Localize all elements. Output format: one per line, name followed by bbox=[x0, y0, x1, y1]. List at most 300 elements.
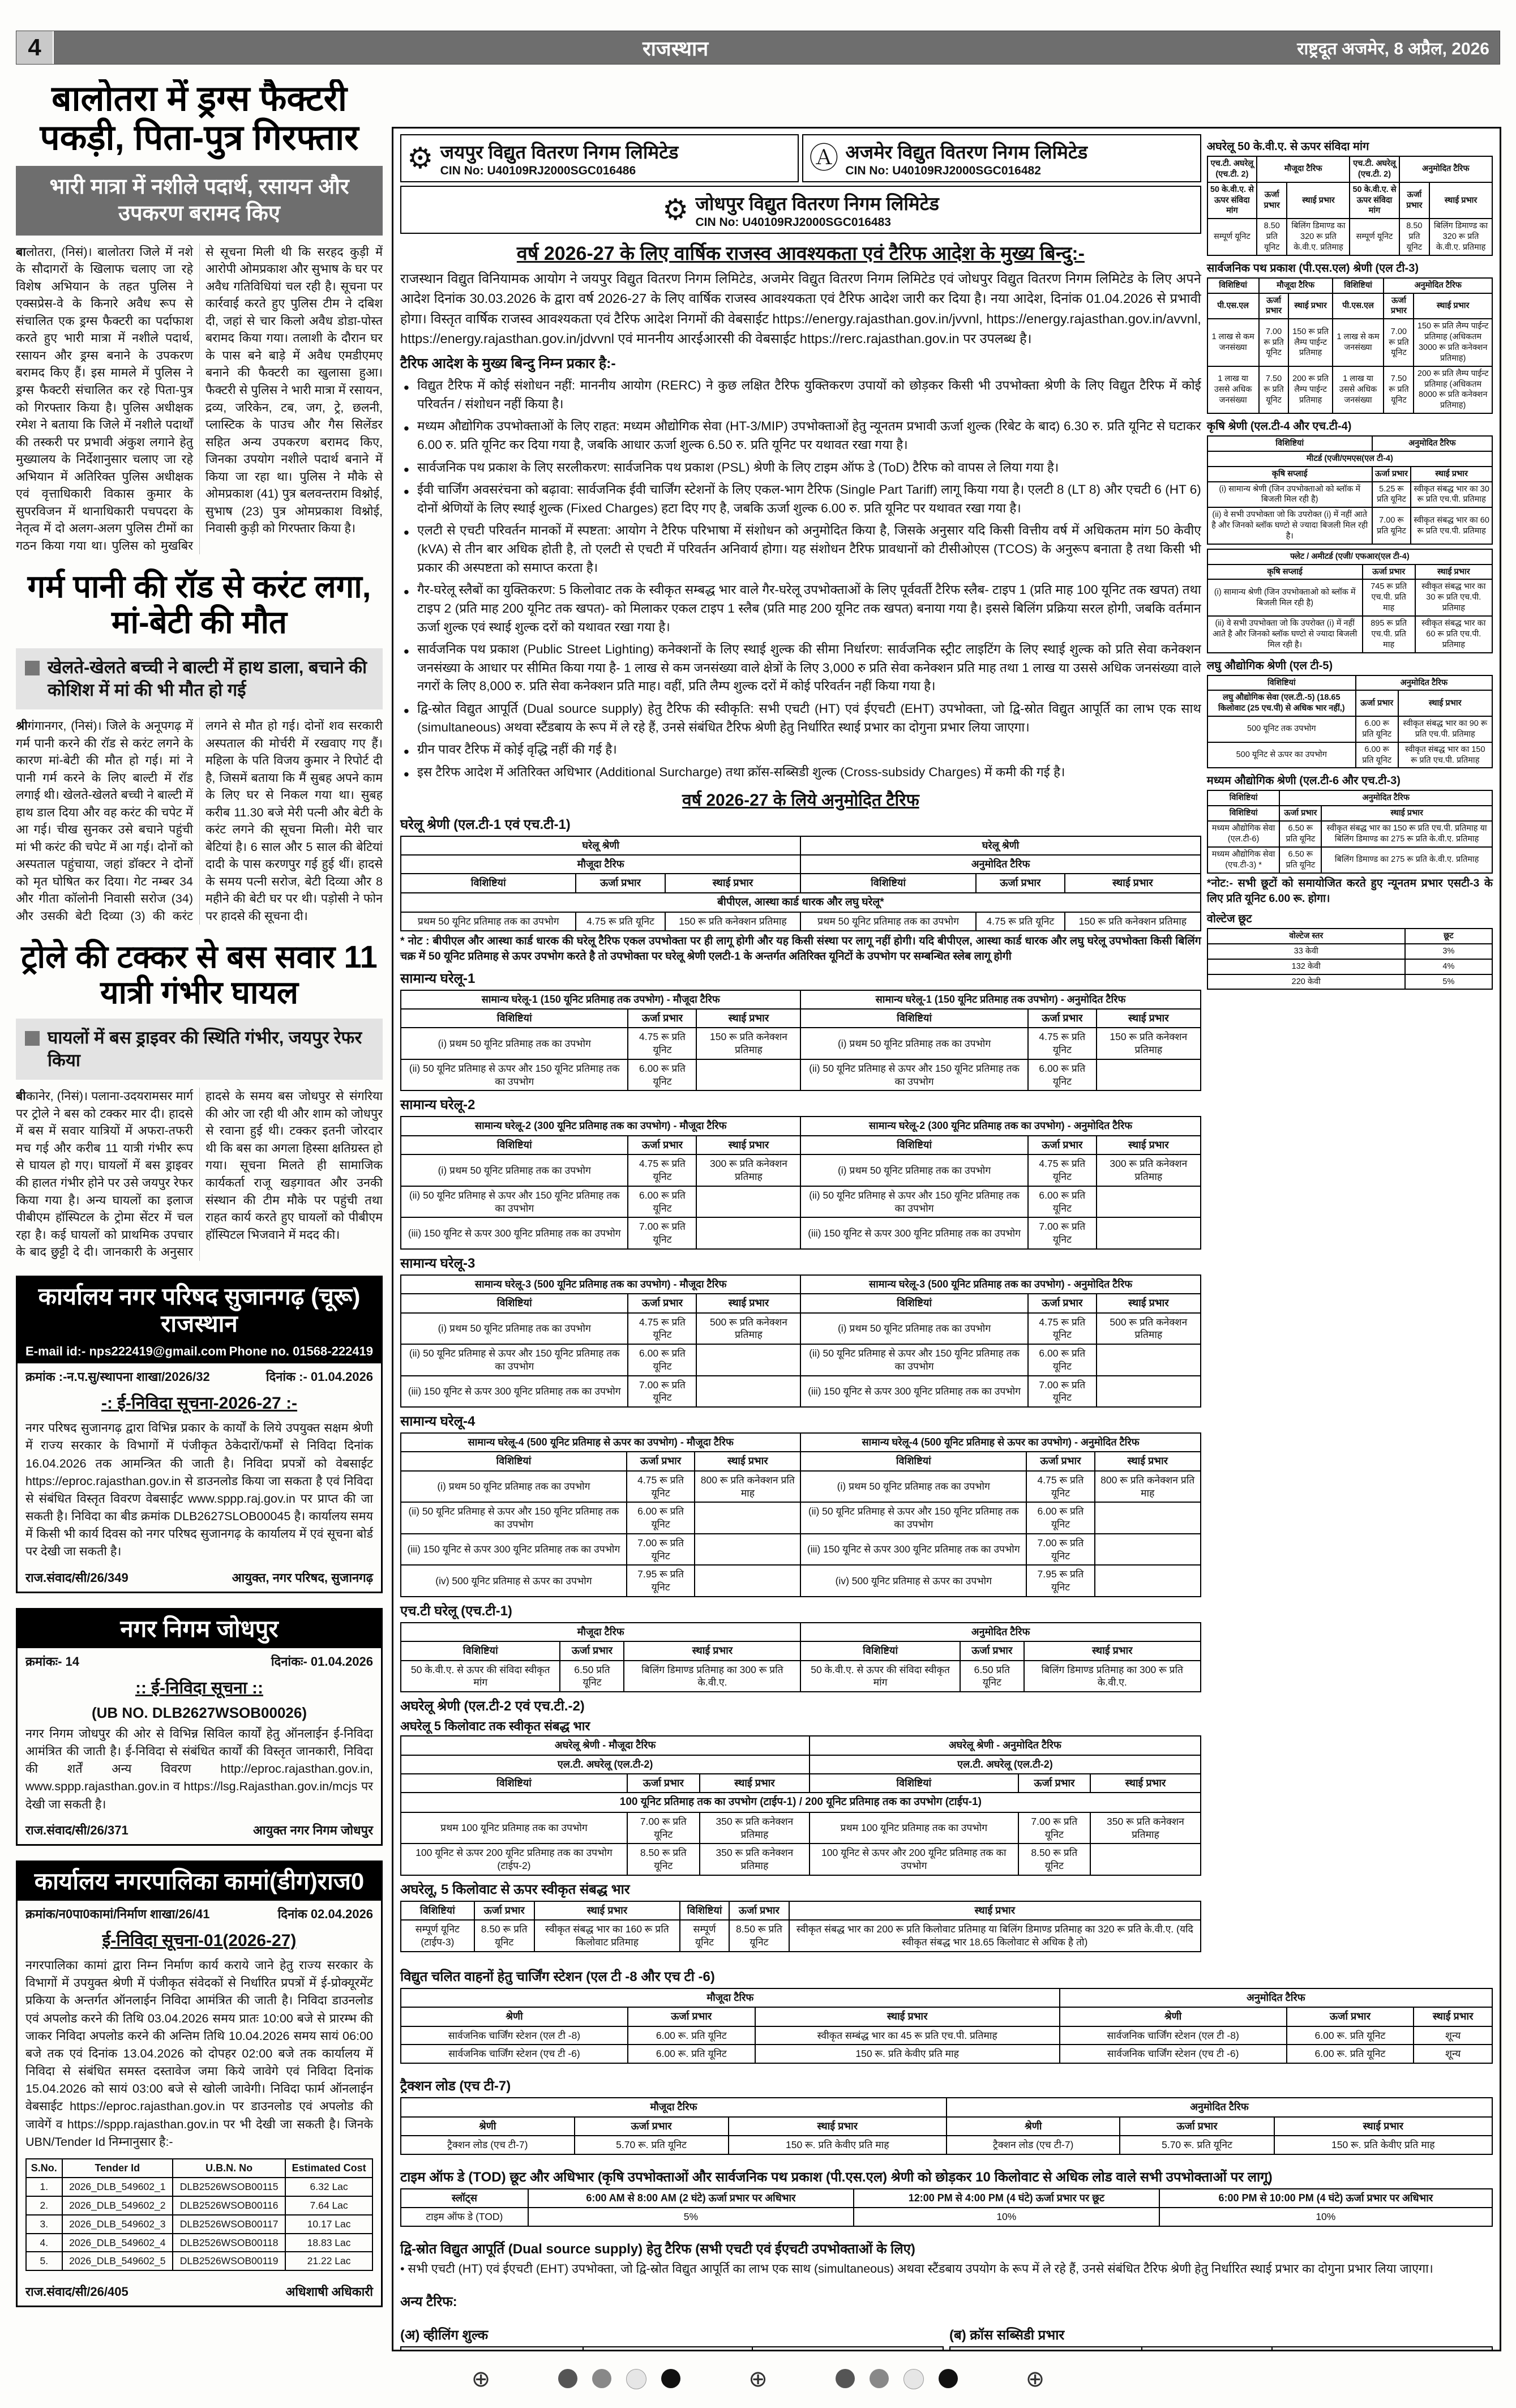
table-header-cell: सामान्य घरेलू-3 (500 यूनिट प्रतिमाह तक का उपभोग) - मौजूदा टैरिफ bbox=[401, 1275, 800, 1294]
table-header-cell: ऊर्जा प्रभार bbox=[627, 1452, 695, 1470]
list-item: • ग्रीन पावर टैरिफ में कोई वृद्धि नहीं की गई है। bbox=[400, 741, 1201, 759]
list-item: • इस टैरिफ आदेश में अतिरिक्त अधिभार (Additional Surcharge) तथा क्रॉस-सब्सिडी शुल्क (Cross-subsidy Charges) में कमी की गई है। bbox=[400, 763, 1201, 782]
table-cell: सम्पूर्ण यूनिट bbox=[1350, 219, 1399, 255]
table-header-cell: विशिष्टियां bbox=[680, 1901, 729, 1920]
table-header-cell: स्थाई प्रभार bbox=[1398, 690, 1492, 716]
table-cell: स्वीकृत संबद्ध भार का 150 रू प्रति एच.पी. प्रतिमाह या बिलिंग डिमाण्ड का 275 रू प्रति के.वी.ए. प्रतिमाह bbox=[1321, 821, 1492, 847]
table-header-cell: स्थाई प्रभार bbox=[1065, 874, 1201, 892]
table-header-cell: विशिष्टियां bbox=[1207, 675, 1356, 691]
table-header-cell: 12:00 PM से 4:00 PM (4 घंटे) ऊर्जा प्रभार पर छूट bbox=[854, 2189, 1159, 2208]
ad-bottom-tables bbox=[400, 1961, 1493, 2351]
tariff-block bbox=[400, 2237, 1493, 2279]
dot-icon bbox=[661, 2369, 680, 2388]
table-cell: 6.00 रू प्रति यूनिट bbox=[628, 1059, 696, 1091]
table-header-cell: विशिष्टियां bbox=[800, 1294, 1027, 1312]
table-header-cell: लघु औद्योगिक सेवा (एल.टी.-5) (18.65 किलोवाट (25 एच.पी) से अधिक भार नहीं,) bbox=[1207, 690, 1356, 716]
list-item: • गैर-घरेलू स्लैबों का युक्तिकरण: 5 किलोवाट तक के स्वीकृत सम्बद्ध भार वाले गैर-घरेलू उपभोक्ताओं के लिए पूर्ववर्ती टैरिफ स्लैब- टाइप 1 (प्रति माह 100 यूनिट तक खपत) तथा टाइप 2 (प्रति माह 200 यूनिट तक खपत)- को मिलाकर एकल टाइप 1 स्लैब (प्रति माह 200 यूनिट तक खपत) बनाया गया है। इससे बिलिंग प्रक्रिया सरल होगी, जबकि वर्तमान ऊर्जा शुल्क एवं स्थाई शुल्क दरों को यथावत रखा गया है। bbox=[400, 581, 1201, 636]
table-header-cell: अनुमोदित टैरिफ bbox=[1399, 156, 1492, 182]
tariff-block bbox=[1207, 910, 1493, 990]
crosshair-icon: ⊕ bbox=[471, 2367, 491, 2392]
table-cell: स्वीकृत संबद्ध भार का 160 रू प्रति किलोवाट प्रतिमाह bbox=[534, 1920, 680, 1952]
table-cell: 500 रू प्रति कनेक्शन प्रतिमाह bbox=[696, 1313, 800, 1345]
list-item: • एलटी से एचटी परिवर्तन मानकों में स्पष्टता: आयोग ने टैरिफ परिभाषा में संशोधन को अनुमोदित किया है, जिसके अनुसार यदि किसी वित्तीय वर्ष में अधिकतम मांग 50 केवीए (kVA) से तीन बार अधिक होती है, तो एलटी से एचटी में परिवर्तन अनिवार्य होगा। यह संशोधन टैरिफ प्रावधानों को टीसीओएस (TCOS) के अनुरूप बनाता है तथा किसी भी प्रकार की अस्पष्टता को समाप्त करता है। bbox=[400, 521, 1201, 577]
page-number: 4 bbox=[16, 31, 54, 64]
table-header-cell: अनुमोदित टैरिफ bbox=[1060, 1988, 1492, 2007]
ad-left-column bbox=[400, 134, 1201, 1956]
table-cell: 6.50 प्रति यूनिट bbox=[560, 1661, 624, 1692]
table-header-cell: ऊर्जा प्रभार bbox=[628, 1294, 696, 1312]
tariff-block bbox=[400, 1601, 1201, 1692]
table-cell: 1 लाख से कम जनसंख्या bbox=[1207, 319, 1259, 366]
tariff-table bbox=[400, 1622, 1201, 1692]
table-header-cell: स्थाई प्रभार bbox=[1097, 1009, 1201, 1028]
table-cell: 8.50 रू प्रति यूनिट bbox=[1018, 1844, 1091, 1875]
table-cell: 200 रू प्रति लैम्प पाईन्ट प्रतिमाह bbox=[1288, 366, 1332, 413]
table-cell: 6.00 रू प्रति यूनिट bbox=[1356, 742, 1398, 768]
table-cell: 150 रू. प्रति केवीए प्रति माह bbox=[729, 2136, 947, 2154]
table-cell: 6.00 रू. प्रति यूनिट bbox=[1287, 2045, 1414, 2063]
table-cell: 7.50 रू प्रति यूनिट bbox=[1259, 366, 1289, 413]
table-cell: 6.00 रू. प्रति यूनिट bbox=[628, 2026, 755, 2045]
table-cell: 4.75 रू प्रति यूनिट bbox=[628, 1154, 696, 1186]
table-cell: 4.75 रू प्रति यूनिट bbox=[628, 1028, 696, 1059]
notice-phone: Phone no. 01568-222419 bbox=[229, 1344, 373, 1359]
table-header-cell: स्थाई प्रभार bbox=[755, 2007, 1060, 2026]
table-cell: 8.50 रू प्रति यूनिट bbox=[729, 1920, 789, 1952]
company-name: जयपुर विद्युत वितरण निगम लिमिटेड bbox=[440, 142, 679, 162]
block-heading: कृषि श्रेणी (एल.टी-4 और एच.टी-4) bbox=[1206, 420, 1352, 433]
notice-code: राज.संवाद/सी/26/349 bbox=[25, 1570, 129, 1585]
table-cell: 300 रू प्रति कनेक्शन प्रतिमाह bbox=[696, 1154, 800, 1186]
table-cell bbox=[1097, 1217, 1201, 1249]
table-cell: बिलिंग डिमाण्ड प्रतिमाह का 300 रू प्रति के.वी.ए. bbox=[624, 1661, 800, 1692]
highlight-text: घायलों में बस ड्राइवर की स्थिति गंभीर, जयपुर रेफर किया bbox=[48, 1027, 362, 1071]
table-cell: (i) प्रथम 50 यूनिट प्रतिमाह तक का उपभोग bbox=[800, 1313, 1027, 1345]
article-headline: बालोतरा में ड्रग्स फैक्टरी पकड़ी, पिता-पुत्र गिरफ्तार bbox=[40, 79, 359, 158]
dot-icon bbox=[939, 2369, 958, 2388]
table-header-cell: ऊर्जा प्रभार bbox=[628, 1136, 696, 1154]
table-cell: (iii) 150 यूनिट से ऊपर 300 यूनिट प्रतिमाह तक का उपभोग bbox=[401, 1217, 628, 1249]
table-cell: DLB2526WSOB00115 bbox=[173, 2178, 285, 2196]
tariff-table bbox=[1207, 549, 1493, 653]
table-cell: 33 केवी bbox=[1207, 944, 1405, 959]
tariff-table bbox=[400, 836, 1201, 932]
table-header-cell bbox=[583, 2347, 753, 2351]
list-item: • मध्यम औद्योगिक उपभोक्ताओं के लिए राहत: मध्यम औद्योगिक सेवा (HT-3/MIP) उपभोक्ताओं हेतु न्यूनतम प्रभावी ऊर्जा शुल्क (रिबेट के बाद) 6.30 रु. प्रति यूनिट से घटाकर 6.00 रु. प्रति यूनिट कर दिया गया है, जबकि आधार ऊर्जा शुल्क 6.50 रु. प्रति यूनिट पर यथावत रखा गया है। bbox=[400, 417, 1201, 454]
table-cell bbox=[1095, 1565, 1201, 1597]
table-cell: 6.00 रू प्रति यूनिट bbox=[1028, 1186, 1097, 1218]
table-cell: 200 रू प्रति लैम्प पाईन्ट प्रतिमाह (अधिकतम 8000 रू प्रति कनेक्शन प्रतिमाह) bbox=[1414, 366, 1492, 413]
table-cell: 7.00 रू प्रति यूनिट bbox=[627, 1534, 695, 1566]
table-header-cell: स्थाई प्रभार bbox=[789, 1901, 1201, 1920]
table-header-cell: स्थाई प्रभार bbox=[695, 1452, 800, 1470]
table-header-cell: विशिष्टियां bbox=[401, 874, 576, 892]
tariff-block bbox=[1207, 549, 1493, 653]
tariff-block bbox=[400, 1254, 1201, 1408]
table-header-cell: स्थाई प्रभार bbox=[624, 1641, 800, 1660]
table-header-cell: विशिष्टियां bbox=[800, 1452, 1026, 1470]
table-header-cell: विशिष्टियां bbox=[800, 1009, 1027, 1028]
table-header-cell: अघरेलू श्रेणी - अनुमोदित टैरिफ bbox=[810, 1736, 1201, 1755]
table-cell: 4.75 रू प्रति यूनिट bbox=[576, 912, 665, 931]
list-item: • विद्युत टैरिफ में कोई संशोधन नहीं: माननीय आयोग (RERC) ने कुछ लक्षित टैरिफ युक्तिकरण उपायों को छोड़कर किसी भी उपभोक्ता श्रेणी के लिए विद्युत टैरिफ में कोई परिवर्तन / संशोधन नहीं किया है। bbox=[400, 377, 1201, 413]
table-header-cell: कृषि सप्लाई bbox=[1207, 564, 1363, 580]
table-cell: 6.00 रू प्रति यूनिट bbox=[1356, 716, 1398, 742]
table-header-cell: विशिष्टियां bbox=[1207, 436, 1372, 451]
block-heading: लघु औद्योगिक श्रेणी (एल टी-5) bbox=[1206, 659, 1333, 672]
table-header-cell: विशिष्टियां bbox=[401, 1452, 627, 1470]
tender-table-wrap bbox=[25, 2154, 373, 2275]
table-cell: प्रथम 100 यूनिट प्रतिमाह तक का उपभोग bbox=[401, 1812, 627, 1844]
table-header-cell: स्थाई प्रभार bbox=[665, 874, 801, 892]
table-header-cell: सामान्य घरेलू-2 (300 यूनिट प्रतिमाह तक का उपभोग) - अनुमोदित टैरिफ bbox=[800, 1117, 1200, 1135]
notice-code: राज.संवाद/सी/26/371 bbox=[25, 1823, 129, 1837]
table-cell: 2026_DLB_549602_2 bbox=[62, 2196, 173, 2215]
table-cell: स्वीकृत संबद्ध भार का 200 रू प्रति किलोवाट प्रतिमाह या बिलिंग डिमाण्ड प्रतिमाह का 320 रू प्रति के.वी.ए. (यदि स्वीकृत संबद्ध भार 18.65 किलोवाट से अधिक है तो) bbox=[789, 1920, 1201, 1952]
notice-meta bbox=[25, 1905, 373, 1922]
table-cell bbox=[696, 1059, 800, 1091]
table-cell: 7.00 रू प्रति यूनिट bbox=[628, 1217, 696, 1249]
table-cell: 7.00 रू प्रति यूनिट bbox=[1028, 1376, 1097, 1408]
tariff-block bbox=[1207, 260, 1493, 414]
table-cell: DLB2526WSOB00116 bbox=[173, 2196, 285, 2215]
notice-ref-number: क्रमांक :-न.प.सु/स्थापना शाखा/2026/32 bbox=[25, 1370, 210, 1384]
block-heading: घरेलू श्रेणी (एल.टी-1 एवं एच.टी-1) bbox=[400, 816, 571, 832]
table-cell: 500 रू प्रति कनेक्शन प्रतिमाह bbox=[1097, 1313, 1201, 1345]
tariff-table bbox=[400, 1901, 1201, 1952]
table-header-cell bbox=[752, 2347, 943, 2351]
company-cin: CIN No: U40109RJ2000SGC016482 bbox=[845, 164, 1041, 177]
table-cell: शून्य bbox=[1414, 2026, 1492, 2045]
table-header-cell: एच.टी. अघरेलू (एच.टी. 2) bbox=[1350, 156, 1399, 182]
table-cell: (i) प्रथम 50 यूनिट प्रतिमाह तक का उपभोग bbox=[401, 1313, 628, 1345]
tariff-block bbox=[400, 1412, 1201, 1597]
color-dots bbox=[836, 2369, 958, 2389]
table-header-cell: ऊर्जा प्रभार bbox=[1028, 1009, 1097, 1028]
table-cell: 4. bbox=[26, 2234, 62, 2252]
table-cell: 150 रू. प्रति केवीए प्रति माह bbox=[755, 2045, 1060, 2063]
table-cell: 50 के.वी.ए. से ऊपर की संविदा स्वीकृत मांग bbox=[401, 1661, 560, 1692]
table-cell: (ii) 50 यूनिट प्रतिमाह से ऊपर और 150 यूनिट प्रतिमाह तक का उपभोग bbox=[800, 1344, 1027, 1376]
table-cell: 7.00 रू प्रति यूनिट bbox=[628, 1376, 696, 1408]
table-header-cell: अघरेलू श्रेणी - मौजूदा टैरिफ bbox=[401, 1736, 810, 1755]
table-header-cell: विशिष्टियां bbox=[800, 1641, 960, 1660]
table-header-cell: ऊर्जा प्रभार bbox=[576, 874, 665, 892]
tariff-table bbox=[949, 2346, 1493, 2351]
table-cell: 2026_DLB_549602_3 bbox=[62, 2215, 173, 2234]
tariff-table bbox=[400, 1274, 1201, 1408]
notice-text: नगर परिषद सुजानगढ़ द्वारा विभिन्न प्रकार के कार्यों के लिये उपयुक्त सक्षम श्रेणी में राज्य सरकार के विभागों में पंजीकृत ठेकेदारों/फर्मों से निविदा दिनांक 16.04.2026 तक आमन्त्रित की जाती है। निविदा प्रपत्रों को वेबसाईट https://eproc.rajasthan.gov.in से डाउनलोड किया जा सकता है एवं निविदा से संबंधित विस्तृत विवरण वेबसाईट www.sppp.raj.gov.in पर प्राप्त की जा सकती है। निविदा का बीड क्रमांक DLB2627SLOB00045 है। कार्यालय समय में किसी भी कार्य दिवस को नगर परिषद सुजानगढ़ के कार्यालय में एवं सूचना बोर्ड पर देखी जा सकती है। bbox=[25, 1421, 373, 1559]
table-cell: (i) प्रथम 50 यूनिट प्रतिमाह तक का उपभोग bbox=[401, 1154, 628, 1186]
table-header-cell: ऊर्जा प्रभार bbox=[1384, 293, 1414, 319]
table-header-cell: 6:00 PM से 10:00 PM (4 घंटे) ऊर्जा प्रभार पर अधिभार bbox=[1159, 2189, 1492, 2208]
table-cell: 4.75 रू प्रति यूनिट bbox=[1026, 1471, 1094, 1503]
table-cell: सम्पूर्ण यूनिट bbox=[1207, 219, 1257, 255]
table-header-cell: ऊर्जा प्रभार bbox=[1028, 1294, 1097, 1312]
notice-meta bbox=[25, 1653, 373, 1670]
table-cell bbox=[1097, 1186, 1201, 1218]
table-header-cell: विशिष्टियां bbox=[401, 1901, 474, 1920]
tariff-block bbox=[1207, 418, 1493, 545]
table-cell: (iii) 150 यूनिट से ऊपर 300 यूनिट प्रतिमाह तक का उपभोग bbox=[800, 1376, 1027, 1408]
table-header-cell: ऊर्जा प्रभार bbox=[628, 2007, 755, 2026]
tariff-table bbox=[1207, 435, 1493, 545]
tariff-block bbox=[400, 969, 1201, 1092]
table-cell: 3. bbox=[26, 2215, 62, 2234]
table-header-cell: श्रेणी bbox=[401, 2117, 575, 2136]
table-header-cell bbox=[1272, 2347, 1492, 2351]
notice-date: दिनांकः- 01.04.2026 bbox=[271, 1654, 373, 1669]
table-cell: प्रथम 50 यूनिट प्रतिमाह तक का उपभोग bbox=[401, 912, 576, 931]
table-cell: 5% bbox=[1405, 974, 1492, 990]
table-cell: प्रथम 50 यूनिट प्रतिमाह तक का उपभोग bbox=[800, 912, 975, 931]
table-header-cell: सामान्य घरेलू-2 (300 यूनिट प्रतिमाह तक का उपभोग) - मौजूदा टैरिफ bbox=[401, 1117, 800, 1135]
block-heading: सार्वजनिक पथ प्रकाश (पी.एस.एल) श्रेणी (एल टी-3) bbox=[1206, 262, 1419, 275]
table-cell: 500 यूनिट तक उपभोग bbox=[1207, 716, 1356, 742]
tariff-table bbox=[1207, 790, 1493, 873]
table-cell: 10.17 Lac bbox=[285, 2215, 372, 2234]
notice-subtitle: ई-निविदा सूचना-01(2026-27) bbox=[102, 1931, 297, 1950]
table-cell: 150 रू. प्रति केवीए प्रति माह bbox=[1274, 2136, 1492, 2154]
tariff-table bbox=[400, 2188, 1493, 2227]
table-cell: (ii) 50 यूनिट प्रतिमाह से ऊपर और 150 यूनिट प्रतिमाह तक का उपभोग bbox=[800, 1059, 1027, 1091]
table-cell: मध्यम औद्योगिक सेवा (एच.टी-3) * bbox=[1207, 847, 1280, 873]
dot-icon bbox=[592, 2369, 611, 2388]
table-header-cell: श्रेणी bbox=[401, 2007, 628, 2026]
table-header-cell: ऊर्जा प्रभार bbox=[1363, 564, 1415, 580]
table-header-cell: विशिष्टियां bbox=[401, 1294, 628, 1312]
table-cell bbox=[696, 1344, 800, 1376]
tariff-block bbox=[1207, 772, 1493, 906]
table-cell: 500 यूनिट से ऊपर का उपभोग bbox=[1207, 742, 1356, 768]
notice-text: नगरपालिका कामां द्वारा निम्न निर्माण कार्य कराये जाने हेतु राज्य सरकार के विभागों में उपयुक्त श्रेणी में पंजीकृत संवेदकों से निर्धारित प्रपत्रों में ई-प्रोक्यूरमेंट प्रकिया के अन्तर्गत ऑनलाईन निविदा आमंत्रित की जाती है। निविदा डाउनलोड एवं अपलोड करने की तिथि 03.04.2026 समय प्रातः 10:00 बजे से प्रारम्भ की जाकर निविदा अपलोड करने की अन्तिम तिथि 10.04.2026 समय सायं 06:00 बजे तक एवं दिनांक 13.04.2026 को दोपहर 02:00 बजे तक कार्यालय में निविदा से संबंधित समस्त दस्तावेज जमा किये जावेगे एवं निविदा दिनांक 15.04.2026 को सायं 03:00 बजे से खोली जावेगी। निविदा फार्म ऑनलाईन वेबसाईट https://eproc.rajasthan.gov.in पर डाउनलोड एवं अपलोड की जावेगें व https://sppp.rajasthan.gov.in पर भी देखी जा सकती है। जिनके UBN/Tender Id निम्नानुसार है:- bbox=[25, 1958, 373, 2149]
tariff-table bbox=[400, 2097, 1493, 2155]
table-header-cell: ऊर्जा प्रभार bbox=[1372, 467, 1411, 482]
table-header-cell bbox=[401, 2347, 583, 2351]
table-cell: 7.95 रू प्रति यूनिट bbox=[627, 1565, 695, 1597]
company-cin: CIN No: U40109RJ2000SGC016486 bbox=[440, 164, 636, 177]
block-heading: अघरेलू श्रेणी (एल.टी-2 एवं एच.टी.-2) bbox=[400, 1699, 585, 1714]
table-header-cell: स्थाई प्रभार bbox=[1414, 293, 1492, 319]
table-header-cell: विशिष्टियां bbox=[401, 1641, 560, 1660]
table-header-cell bbox=[950, 2347, 1142, 2351]
table-cell: 6.50 रू प्रति यूनिट bbox=[1279, 847, 1321, 873]
block-text: • सभी एचटी (HT) एवं ईएचटी (EHT) उपभोक्ता, जो द्वि-स्रोत विद्युत आपूर्ति का लाभ एक साथ (simultaneous) अथवा स्टैंडबाय उपयोग के रूप में ले रहे हैं, उनसे संबंधित टैरिफ श्रेणी हेतु निर्धारित स्थाई प्रभार का दोगुना प्रभार लिया जाएगा। bbox=[400, 2261, 1433, 2276]
table-header-cell: Estimated Cost bbox=[285, 2159, 372, 2178]
table-header-cell: विशिष्टियां bbox=[800, 1136, 1027, 1154]
table-cell: 7.00 रू प्रति यूनिट bbox=[627, 1812, 700, 1844]
table-cell: 5% bbox=[528, 2208, 854, 2226]
table-cell: सार्वजनिक चार्जिंग स्टेशन (एच टी -6) bbox=[401, 2045, 628, 2063]
tariff-table bbox=[1207, 277, 1493, 414]
table-header-cell: विशिष्टियां bbox=[401, 1009, 628, 1028]
table-header-cell: ऊर्जा प्रभार bbox=[1356, 690, 1398, 716]
notice-signatory: आयुक्त, नगर परिषद, सुजानगढ़ bbox=[232, 1570, 373, 1585]
table-cell: 7.95 रू प्रति यूनिट bbox=[1026, 1565, 1094, 1597]
table-cell bbox=[1097, 1059, 1201, 1091]
table-header-cell: अनुमोदित टैरिफ bbox=[1384, 278, 1492, 293]
table-header-cell: S.No. bbox=[26, 2159, 62, 2178]
table-cell: 5.70 रू. प्रति यूनिट bbox=[1120, 2136, 1274, 2154]
table-header-cell: सामान्य घरेलू-1 (150 यूनिट प्रतिमाह तक उपभोग) - मौजूदा टैरिफ bbox=[401, 990, 800, 1009]
table-header-cell: स्थाई प्रभार bbox=[696, 1136, 800, 1154]
block-heading: सामान्य घरेलू-1 bbox=[400, 970, 476, 986]
jvvnl-logo-icon: ⚙ bbox=[407, 142, 434, 175]
table-header-cell: ऊर्जा प्रभार bbox=[1120, 2117, 1274, 2136]
square-bullet-icon bbox=[25, 661, 40, 675]
table-cell: 6.00 रू. प्रति यूनिट bbox=[1287, 2026, 1414, 2045]
section-title: राजस्थान bbox=[642, 36, 709, 60]
table-header-cell: मीटर्ड (एजी/एमएस(एल टी-4) bbox=[1207, 451, 1492, 467]
table-cell: 350 रू प्रति कनेक्शन प्रतिमाह bbox=[700, 1844, 810, 1875]
article-bus-accident bbox=[16, 939, 383, 1260]
news-column bbox=[16, 79, 383, 2346]
table-cell: 3% bbox=[1405, 944, 1492, 959]
list-item: • सार्वजनिक पथ प्रकाश के लिए सरलीकरण: सार्वजनिक पथ प्रकाश (PSL) श्रेणी के लिए टाइम ऑफ डे (ToD) टैरिफ को वापस ले लिया गया है। bbox=[400, 459, 1201, 477]
table-cell: स्वीकृत संबद्ध भार का 60 रू प्रति एच.पी. प्रतिमाह bbox=[1411, 507, 1492, 544]
list-item: • सार्वजनिक पथ प्रकाश (Public Street Lighting) कनेक्शनों के लिए स्थाई शुल्क की सीमा निर्धारण: सार्वजनिक स्ट्रीट लाइटिंग के लिए स्थाई शुल्क को प्रति सेवा कनेक्शन जनसंख्या के आधार पर सीमित किया गया है- 1 लाख से कम जनसंख्या वाले क्षेत्रों के लिए 3,000 रु प्रति सेवा कनेक्शन प्रति माह तथा 1 लाख या उससे अधिक जनसंख्या वाले नगरों के लिए 8,000 रु. प्रति सेवा कनेक्शन प्रति माह। वहीं, प्रति लैम्प शुल्क दरों में कोई परिवर्तन नहीं किया गया है। bbox=[400, 640, 1201, 696]
notice-ref-number: क्रमांकः- 14 bbox=[25, 1654, 79, 1669]
table-header-cell: विशिष्टियां bbox=[1333, 278, 1384, 293]
tariff-block bbox=[400, 1696, 1201, 1876]
ad-intro: राजस्थान विद्युत विनियामक आयोग ने जयपुर विद्युत वितरण निगम लिमिटेड, अजमेर विद्युत वितरण निगम लिमिटेड एवं जोधपुर विद्युत वितरण निगम लिमिटेड के लिए अपने आदेश दिनांक 30.03.2026 के द्वारा वर्ष 2026-27 के लिए वार्षिक राजस्व आवश्यकता एवं टैरिफ आदेश जारी कर दिया है। नया आदेश, दिनांक 01.04.2026 से प्रभावी होगा। विस्तृत वार्षिक राजस्व आवश्यकता एवं टैरिफ आदेश निगमों की वेबसाईट https://energy.rajasthan.gov.in/jvvnl, https://energy.rajasthan.gov.in/avvnl, https://energy.rajasthan.gov.in/jdvvnl एवं माननीय आरईआरसी की वेबसाईट https://rerc.rajasthan.gov.in पर उपलब्ध है। bbox=[400, 271, 1201, 346]
avvnl-header bbox=[802, 134, 1201, 182]
table-header-cell: ऊर्जा प्रभार bbox=[1257, 182, 1287, 219]
table-header-cell: स्थाई प्रभार bbox=[1024, 1641, 1201, 1660]
table-header-cell: ऊर्जा प्रभार bbox=[960, 1641, 1024, 1660]
table-header-cell: स्थाई प्रभार bbox=[696, 1294, 800, 1312]
dot-icon bbox=[558, 2369, 577, 2388]
table-header-cell: स्थाई प्रभार bbox=[1411, 467, 1492, 482]
masthead bbox=[16, 31, 1500, 65]
table-cell: मध्यम औद्योगिक सेवा (एल.टी-6) bbox=[1207, 821, 1280, 847]
block-heading: अघरेलू 50 के.वी.ए. से ऊपर संविदा मांग bbox=[1206, 140, 1369, 153]
table-cell: 6.32 Lac bbox=[285, 2178, 372, 2196]
block-heading: विद्युत चलित वाहनों हेतु चार्जिंग स्टेशन (एल टी -8 और एच टी -6) bbox=[400, 1969, 715, 1984]
company-cin: CIN No: U40109RJ2000SGC016483 bbox=[695, 216, 891, 229]
table-cell: 2026_DLB_549602_1 bbox=[62, 2178, 173, 2196]
table-header-cell: विशिष्टियां bbox=[810, 1774, 1018, 1793]
table-header-cell: ऊर्जा प्रभार bbox=[1018, 1774, 1091, 1793]
dot-icon bbox=[903, 2369, 924, 2389]
table-header-cell: विशिष्टियां bbox=[800, 874, 975, 892]
table-header-cell: ऊर्जा प्रभार bbox=[575, 2117, 729, 2136]
article-body: बीकानेर, (निसं)। पलाना-उदयरामसर मार्ग पर ट्रोले ने बस को टक्कर मार दी। हादसे में बस में सवार यात्रियों में अफरा-तफरी मच गई और करीब 11 यात्री गंभीर रूप से घायल हो गए। घायलों में बस ड्राइवर की हालत गंभीर होने पर उसे जयपुर रेफर किया गया है। अन्य घायलों का इलाज पीबीएम हॉस्पिटल के ट्रोमा सेंटर में चल रहा है। कई घायलों को प्राथमिक उपचार के बाद छुट्टी दे दी। जानकारी के अनुसार हादसे के समय बस जोधपुर से संगरिया की ओर जा रही थी और शाम को जोधपुर से रवाना हुई थी। टक्कर इतनी जोरदार थी कि बस का अगला हिस्सा क्षतिग्रस्त हो गया। सूचना मिलते ही सामाजिक कार्यकर्ता राजू खड़गावत और उनकी संस्थान की टीम मौके पर पहुंची तथा राहत कार्य करते हुए घायलों को पीबीएम हॉस्पिटल भिजवाने में मदद की। bbox=[16, 1089, 383, 1259]
table-cell: सार्वजनिक चार्जिंग स्टेशन (एल टी -8) bbox=[401, 2026, 628, 2045]
tariff-table bbox=[400, 990, 1201, 1092]
table-cell: 21.22 Lac bbox=[285, 2252, 372, 2270]
tender-table bbox=[25, 2158, 373, 2271]
list-item: • द्वि-स्रोत विद्युत आपूर्ति (Dual source supply) हेतु टैरिफ की स्वीकृति: सभी एचटी (HT) एवं ईएचटी (EHT) उपभोक्ता, जो द्वि-स्रोत विद्युत आपूर्ति का लाभ एक साथ (simultaneous) अथवा स्टैंडबाय के रूप में ले रहे हैं, उनसे संबंधित टैरिफ श्रेणी हेतु निर्धारित स्थाई प्रभार का दोगुना प्रभार लिया जाएगा। bbox=[400, 700, 1201, 737]
table-header-cell: स्थाई प्रभार bbox=[700, 1774, 810, 1793]
table-cell: (ii) वे सभी उपभोक्ता जो कि उपरोक्त (i) में नहीं आते है और जिनको ब्लॉक घण्टो से ज्यादा बिजली मिल रही है। bbox=[1207, 507, 1372, 544]
table-header-cell: U.B.N. No bbox=[173, 2159, 285, 2178]
table-cell: 4.75 रू प्रति यूनिट bbox=[627, 1471, 695, 1503]
list-item: • ईवी चार्जिंग अवसरंचना को बढ़ावा: सार्वजनिक ईवी चार्जिंग स्टेशनों के लिए एकल-भाग टैरिफ (Single Part Tariff) लागू किया गया है। एलटी 8 (LT 8) और एचटी 6 (HT 6) दोनों श्रेणियों के लिए स्थाई शुल्क (Fixed Charges) हटा दिए गए है, जबकि ऊर्जा शुल्क 6.00 रु. प्रति यूनिट पर यथावत रखा गया है। bbox=[400, 481, 1201, 517]
table-band: 100 यूनिट प्रतिमाह तक का उपभोग (टाईप-1) / 200 यूनिट प्रतिमाह तक का उपभोग (टाईप-1) bbox=[401, 1793, 1201, 1812]
table-cell: 6.00 रू प्रति यूनिट bbox=[628, 1344, 696, 1376]
table-cell bbox=[1095, 1534, 1201, 1566]
tariff-block bbox=[400, 2290, 1493, 2313]
table-cell: 1 लाख से कम जनसंख्या bbox=[1333, 319, 1384, 366]
table-header-cell: ऊर्जा प्रभार bbox=[1279, 806, 1321, 821]
table-cell: 4.75 रू प्रति यूनिट bbox=[1028, 1028, 1097, 1059]
notice-footer bbox=[25, 2283, 373, 2300]
tariff-block bbox=[400, 2323, 944, 2351]
notice-email: E-mail id:- nps222419@gmail.com bbox=[25, 1344, 227, 1359]
table-cell: 6.50 प्रति यूनिट bbox=[960, 1661, 1024, 1692]
table-header-cell: मौजूदा टैरिफ bbox=[401, 1988, 1060, 2007]
registration-marks bbox=[0, 2366, 1516, 2392]
table-cell: DLB2526WSOB00117 bbox=[173, 2215, 285, 2234]
tariff-table bbox=[400, 2346, 944, 2351]
avvnl-logo-icon: Ⓐ bbox=[809, 142, 839, 175]
dot-icon bbox=[626, 2369, 646, 2389]
table-header-cell: 50 के.वी.ए. से ऊपर संविदा मांग bbox=[1207, 182, 1257, 219]
notice-footer bbox=[25, 1821, 373, 1838]
notice-title: कार्यालय नगर परिषद सुजानगढ़ (चूरू) राजस्थान bbox=[18, 1277, 381, 1344]
table-cell: 220 केवी bbox=[1207, 974, 1405, 990]
article-body: बालोतरा, (निसं)। बालोतरा जिले में नशे के सौदागरों के खिलाफ चलाए जा रहे विशेष अभियान के तहत पुलिस ने एक्सप्रेस-वे के किनारे अवैध रूप से संचालित एक ड्रग्स फैक्टरी का पर्दाफाश करते हुए भारी मात्रा में नशीले पदार्थ, रसायन और ड्रग्स बनाने के उपकरण बरामद किए हैं। इस मामले में पुलिस ने ड्रग्स फैक्टरी संचालित कर रहे पिता-पुत्र को गिरफ्तार किया है। पुलिस अधीक्षक रमेश ने बताया कि जिले में नशीले पदार्थों की तस्करी पर प्रभावी अंकुश लगाने हेतु मुख्यालय के निर्देशानुसार चलाए जा रहे अभियान में अतिरिक्त पुलिस अधीक्षक एवं वृत्ताधिकारी विकास कुमार के सुपरविजन में थानाधिकारी पचपदरा के नेतृत्व में दो अलग-अलग पुलिस टीमों का गठन किया गया था। पुलिस को मुखबिर से सूचना मिली थी कि सरहद कुड़ी में आरोपी ओमप्रकाश और सुभाष के घर पर अवैध गतिविधियां चल रही है। सूचना पर कार्रवाई करते हुए पुलिस टीम ने दबिश दी, जहां से चार किलो अवैध डोडा-पोस्त बरामद किया गया। तलाशी के दौरान घर के पास बने बाड़े में अवैध एमडीएमए बनाने की फैक्टरी का खुलासा हुआ। फैक्टरी से पुलिस ने भारी मात्रा में रसायन, द्रव्य, जरिकेन, टब, जग, ट्रे, छलनी, प्लास्टिक के पाउच और गैस सिलेंडर सहित अन्य उपकरण बरामद किए, जिनका उपयोग नशीले पदार्थ बनाने में किया जा रहा था। पुलिस ने मौके से ओमप्रकाश (41) पुत्र बलवन्तराम विश्नोई, सुभाष (23) पुत्र ओमप्रकाश विश्नोई, निवासी कुड़ी को गिरफ्तार किया है। bbox=[16, 245, 383, 553]
article-headline: गर्म पानी की रॉड से करंट लगा, मां-बेटी की मौत bbox=[27, 568, 371, 640]
table-cell: टाइम ऑफ डे (TOD) bbox=[401, 2208, 528, 2226]
table-cell: 150 रू प्रति कनेक्शन प्रतिमाह bbox=[1097, 1028, 1201, 1059]
ad-title: वर्ष 2026-27 के लिए वार्षिक राजस्व आवश्यकता एवं टैरिफ आदेश के मुख्य बिन्दु:- bbox=[516, 243, 1085, 264]
table-cell: 8.50 रू प्रति यूनिट bbox=[474, 1920, 534, 1952]
notice-code: राज.संवाद/सी/26/405 bbox=[25, 2285, 129, 2299]
table-cell: स्वीकृत सम्बंद्ध भार का 45 रू प्रति एच.पी. प्रतिमाह bbox=[755, 2026, 1060, 2045]
block-note: * नोट : बीपीएल और आस्था कार्ड धारक की घरेलू टैरिफ एकल उपभोक्ता पर ही लागू होगी और यह किसी संस्था पर लागू नहीं होगी। यदि बीपीएल, आस्था कार्ड धारक और लघु घरेलू उपभोक्ता किसी बिलिंग चक्र में 50 यूनिट प्रतिमाह से ऊपर उपभोग करते है तो उपभोक्ता पर घरेलू श्रेणी एलटी-1 के अन्तर्गत अतिरिक्त यूनिटों के उपभोग पर सम्बन्धित स्लेब लागू होगी bbox=[400, 935, 1201, 963]
tariff-block bbox=[400, 1965, 1493, 2064]
notice-signatory: अधिशाषी अधिकारी bbox=[285, 2285, 373, 2299]
block-heading: सामान्य घरेलू-2 bbox=[400, 1097, 476, 1113]
article-subhead: भारी मात्रा में नशीले पदार्थ, रसायन और उपकरण बरामद किए bbox=[16, 166, 383, 236]
table-cell: सम्पूर्ण यूनिट bbox=[680, 1920, 729, 1952]
table-cell: (i) प्रथम 50 यूनिट प्रतिमाह तक का उपभोग bbox=[800, 1028, 1027, 1059]
table-cell: 7.50 रू प्रति यूनिट bbox=[1384, 366, 1414, 413]
table-header-cell: स्थाई प्रभार bbox=[1414, 2007, 1492, 2026]
tender-notice-kaman bbox=[16, 1860, 383, 2307]
table-band: बीपीएल, आस्था कार्ड धारक और लघु घरेलू* bbox=[401, 893, 1201, 913]
table-cell: DLB2526WSOB00118 bbox=[173, 2234, 285, 2252]
table-header-cell: स्थाई प्रभार bbox=[1321, 806, 1492, 821]
table-cell: (iii) 150 यूनिट से ऊपर 300 यूनिट प्रतिमाह तक का उपभोग bbox=[800, 1217, 1027, 1249]
table-header-cell: स्लॉट्स bbox=[401, 2189, 528, 2208]
block-heading: टाइम ऑफ डे (TOD) छूट और अधिभार (कृषि उपभोक्ताओं और सार्वजनिक पथ प्रकाश (पी.एस.एल) श्रेणी को छोड़कर 10 किलोवाट से अधिक लोड वाले सभी उपभोक्ताओं पर लागू) bbox=[400, 2169, 1273, 2185]
table-cell: 150 रू प्रति कनेक्शन प्रतिमाह bbox=[696, 1028, 800, 1059]
table-header-cell: अनुमोदित टैरिफ bbox=[947, 2098, 1492, 2116]
table-cell: 5.70 रू. प्रति यूनिट bbox=[575, 2136, 729, 2154]
table-cell bbox=[695, 1565, 800, 1597]
table-cell: (ii) 50 यूनिट प्रतिमाह से ऊपर और 150 यूनिट प्रतिमाह तक का उपभोग bbox=[800, 1502, 1026, 1534]
table-cell: 800 रू प्रति कनेक्शन प्रति माह bbox=[695, 1471, 800, 1503]
table-header-cell: ऊर्जा प्रभार bbox=[627, 1774, 700, 1793]
table-cell: (i) सामान्य श्रेणी (जिन उपभोक्ताओ को ब्लॉक में बिजली मिल रही है) bbox=[1207, 579, 1363, 616]
table-cell: 7.00 रू प्रति यूनिट bbox=[1026, 1534, 1094, 1566]
tariff-table bbox=[400, 1116, 1201, 1249]
tariff-table bbox=[1207, 928, 1493, 990]
table-cell: 2. bbox=[26, 2196, 62, 2215]
table-cell bbox=[1097, 1344, 1201, 1376]
table-cell: 2026_DLB_549602_5 bbox=[62, 2252, 173, 2270]
table-header-cell: फ्लेट / अमीटर्ड (एजी/ एफआर(एल टी-4) bbox=[1207, 549, 1492, 564]
table-header-cell: स्थाई प्रभार bbox=[1274, 2117, 1492, 2136]
crosshair-icon: ⊕ bbox=[1025, 2367, 1045, 2392]
approved-tariff-title: वर्ष 2026-27 के लिये अनुमोदित टैरिफ bbox=[682, 790, 919, 810]
table-cell: 2026_DLB_549602_4 bbox=[62, 2234, 173, 2252]
notice-text: नगर निगम जोधपुर की ओर से विभिन्न सिविल कार्यों हेतु ऑनलाईन ई-निविदा आमंत्रित की जाती है। ई-निविदा से संबंधित कार्यों की विस्तृत जानकारी, निविदा की शर्तें अन्य विवरण http://eproc.rajasthan.gov.in, www.sppp.rajasthan.gov.in व https://lsg.Rajasthan.gov.in/mcjs पर देखी जा सकती है। bbox=[25, 1726, 373, 1811]
notice-date: दिनांक 02.04.2026 bbox=[277, 1906, 373, 1921]
